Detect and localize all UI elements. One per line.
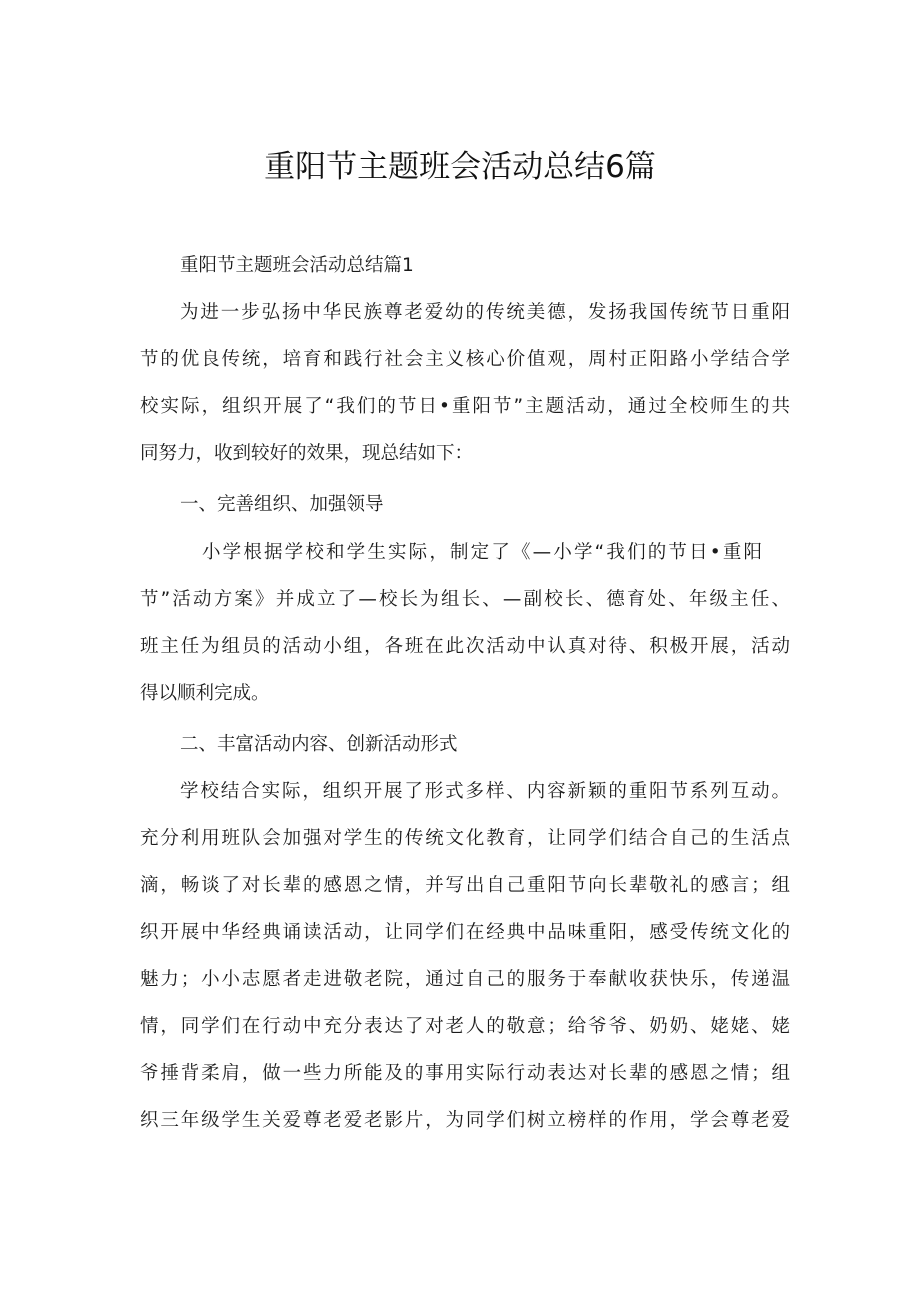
paragraph-2-line: 班主任为组员的活动小组，各班在此次活动中认真对待、积极开展，活动	[140, 636, 790, 657]
paragraph-3-line: 充分利用班队会加强对学生的传统文化教育，让同学们结合自己的生活点	[140, 828, 790, 849]
paragraph-2-line: 小学根据学校和学生实际，制定了《—小学“我们的节日•重阳	[202, 542, 762, 563]
section-label: 重阳节主题班会活动总结篇1	[180, 255, 414, 276]
paragraph-3-line: 爷捶背柔肩，做一些力所能及的事用实际行动表达对长辈的感恩之情；组	[140, 1063, 790, 1084]
paragraph-3-line: 织三年级学生关爱尊老爱老影片，为同学们树立榜样的作用，学会尊老爱	[140, 1110, 790, 1131]
section-heading-1: 一、完善组织、加强领导	[180, 494, 384, 515]
paragraph-2-line: 得以顺利完成。	[140, 683, 270, 704]
section-heading-2: 二、丰富活动内容、创新活动形式	[180, 734, 458, 755]
paragraph-3-line: 学校结合实际，组织开展了形式多样、内容新颖的重阳节系列互动。	[180, 781, 790, 802]
paragraph-3-line: 魅力；小小志愿者走进敬老院，通过自己的服务于奉献收获快乐，传递温	[140, 969, 790, 990]
paragraph-1-line: 校实际，组织开展了“我们的节日•重阳节”主题活动，通过全校师生的共	[140, 396, 790, 417]
paragraph-1-line: 同努力，收到较好的效果，现总结如下：	[140, 443, 474, 464]
paragraph-3-line: 情，同学们在行动中充分表达了对老人的敬意；给爷爷、奶奶、姥姥、姥	[140, 1016, 790, 1037]
paragraph-1-line: 节的优良传统，培育和践行社会主义核心价值观，周村正阳路小学结合学	[140, 349, 790, 370]
paragraph-1-line: 为进一步弘扬中华民族尊老爱幼的传统美德，发扬我国传统节日重阳	[180, 302, 790, 323]
paragraph-3-line: 滴，畅谈了对长辈的感恩之情，并写出自己重阳节向长辈敬礼的感言；组	[140, 875, 790, 896]
document-title: 重阳节主题班会活动总结6篇	[264, 149, 656, 185]
paragraph-3-line: 织开展中华经典诵读活动，让同学们在经典中品味重阳，感受传统文化的	[140, 922, 790, 943]
paragraph-2-line: 节”活动方案》并成立了—校长为组长、—副校长、德育处、年级主任、	[140, 589, 790, 610]
